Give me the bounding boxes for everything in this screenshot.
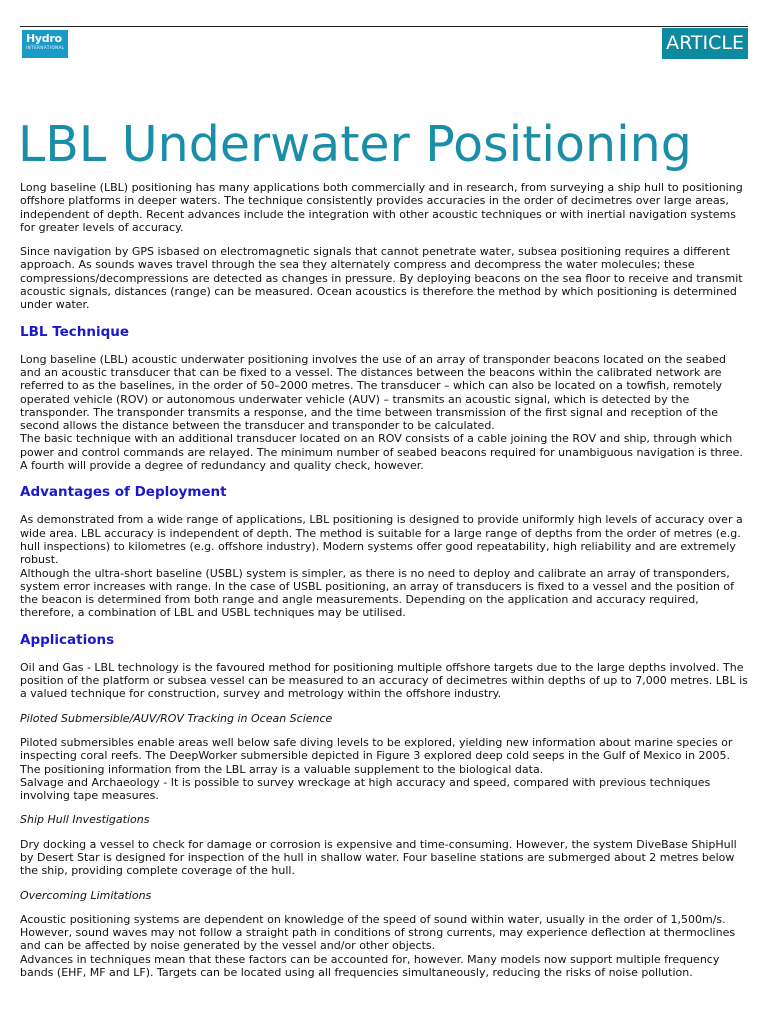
hydro-logo <box>22 30 68 58</box>
section-paragraph: As demonstrated from a wide range of applications, LBL positioning is designed to provide uniformly high levels of accuracy over a wide area. LBL accuracy is independent of depth. The method is suitable for a large range of depths from the order of metres (e.g. hull inspections) to kilometres (e.g. offshore industry). Modern systems offer good repeatability, high reliability and are extremely robust. Although the ultra-short baseline (USBL) system is simpler, as there is no need to deploy and calibrate an array of transponders, system error increases with range. In the case of USBL positioning, an array of transducers is fixed to a vessel and the position of the beacon is determined from both range and angle measurements. Depending on the application and accuracy required, therefore, a combination of LBL and USBL techniques may be utilised. <box>20 513 743 620</box>
subsection-heading: Piloted Submersible/AUV/ROV Tracking in Ocean Science <box>20 711 333 725</box>
article-badge: ARTICLE <box>662 28 748 59</box>
section-heading-advantages: Advantages of Deployment <box>20 484 227 501</box>
subsection-paragraph: Dry docking a vessel to check for damage or corrosion is expensive and time-consuming. However, the system DiveBase ShipHull by Desert Star is designed for inspection of the hull in shallow water. Four baseline stations are submerged about 2 metres below the ship, providing complete coverage of the hull. <box>20 837 737 878</box>
intro-paragraph: Since navigation by GPS isbased on electromagnetic signals that cannot penetrate water, subsea positioning requires a different approach. As sounds waves travel through the sea they alternately compress and decompress the water molecules; these compressions/decompressions are detected as changes in pressure. By deploying beacons on the sea floor to receive and transmit acoustic signals, distances (range) can be measured. Ocean acoustics is therefore the method by which positioning is determined under water. <box>20 245 743 312</box>
section-paragraph: Oil and Gas - LBL technology is the favoured method for positioning multiple offshore targets due to the large depths involved. The position of the platform or subsea vessel can be measured to an accuracy of decimetres within depths of up to 7,000 metres. LBL is a valued technique for construction, survey and metrology within the offshore industry. <box>20 660 748 701</box>
subsection-heading: Overcoming Limitations <box>20 888 152 902</box>
subsection-heading: Ship Hull Investigations <box>20 813 150 827</box>
logo-subtext: INTERNATIONAL <box>26 45 65 50</box>
subsection-paragraph: Piloted submersibles enable areas well below safe diving levels to be explored, yielding new information about marine species or inspecting coral reefs. The DeepWorker submersible depicted in Figure 3 explored deep cold seeps in the Gulf of Mexico in 2005. The positioning information from the LBL array is a valuable supplement to the biological data. Salvage and Archaeology - It is possible to survey wreckage at high accuracy and speed, compared with previous techniques involving tape measures. <box>20 735 733 803</box>
section-paragraph: Long baseline (LBL) acoustic underwater positioning involves the use of an array of transponder beacons located on the seabed and an acoustic transducer that can be fixed to a vessel. The distances between the beacons within the calibrated network are referred to as the baselines, in the order of 50–2000 metres. The transducer – which can also be located on a towfish, remotely operated vehicle (ROV) or autonomous underwater vehicle (AUV) – transmits an acoustic signal, which is detected by the transponder. The transponder transmits a response, and the time between transmission of the first signal and reception of the second allows the distance between the transducer and transponder to be calculated. The basic technique with an additional transducer located on an ROV consists of a cable joining the ROV and ship, through which power and control commands are relayed. The minimum number of seabed beacons required for unambiguous navigation is three. A fourth will provide a degree of redundancy and quality check, however. <box>20 352 743 473</box>
subsection-paragraph: Acoustic positioning systems are dependent on knowledge of the speed of sound within water, usually in the order of 1,500m/s. However, sound waves may not follow a straight path in conditions of strong currents, may experience deflection at thermoclines and can be affected by noise generated by the vessel and/or other objects. Advances in techniques mean that these factors can be accounted for, however. Many models now support multiple frequency bands (EHF, MF and LF). Targets can be located using all frequencies simultaneously, reducing the risks of noise pollution. <box>20 912 736 980</box>
section-heading-applications: Applications <box>20 631 115 648</box>
intro-paragraph: Long baseline (LBL) positioning has many applications both commercially and in research, from surveying a ship hull to positioning offshore platforms in deeper waters. The technique consistently provides accuracies in the order of decimetres over large areas, independent of depth. Recent advances include the integration with other acoustic techniques or with inertial navigation systems for greater levels of accuracy. <box>20 181 743 234</box>
article-title: LBL Underwater Positioning <box>18 116 692 173</box>
article-body <box>20 181 750 990</box>
section-heading-lbl-technique: LBL Technique <box>20 323 130 340</box>
logo-text: Hydro <box>26 32 62 45</box>
page-header <box>20 26 748 61</box>
